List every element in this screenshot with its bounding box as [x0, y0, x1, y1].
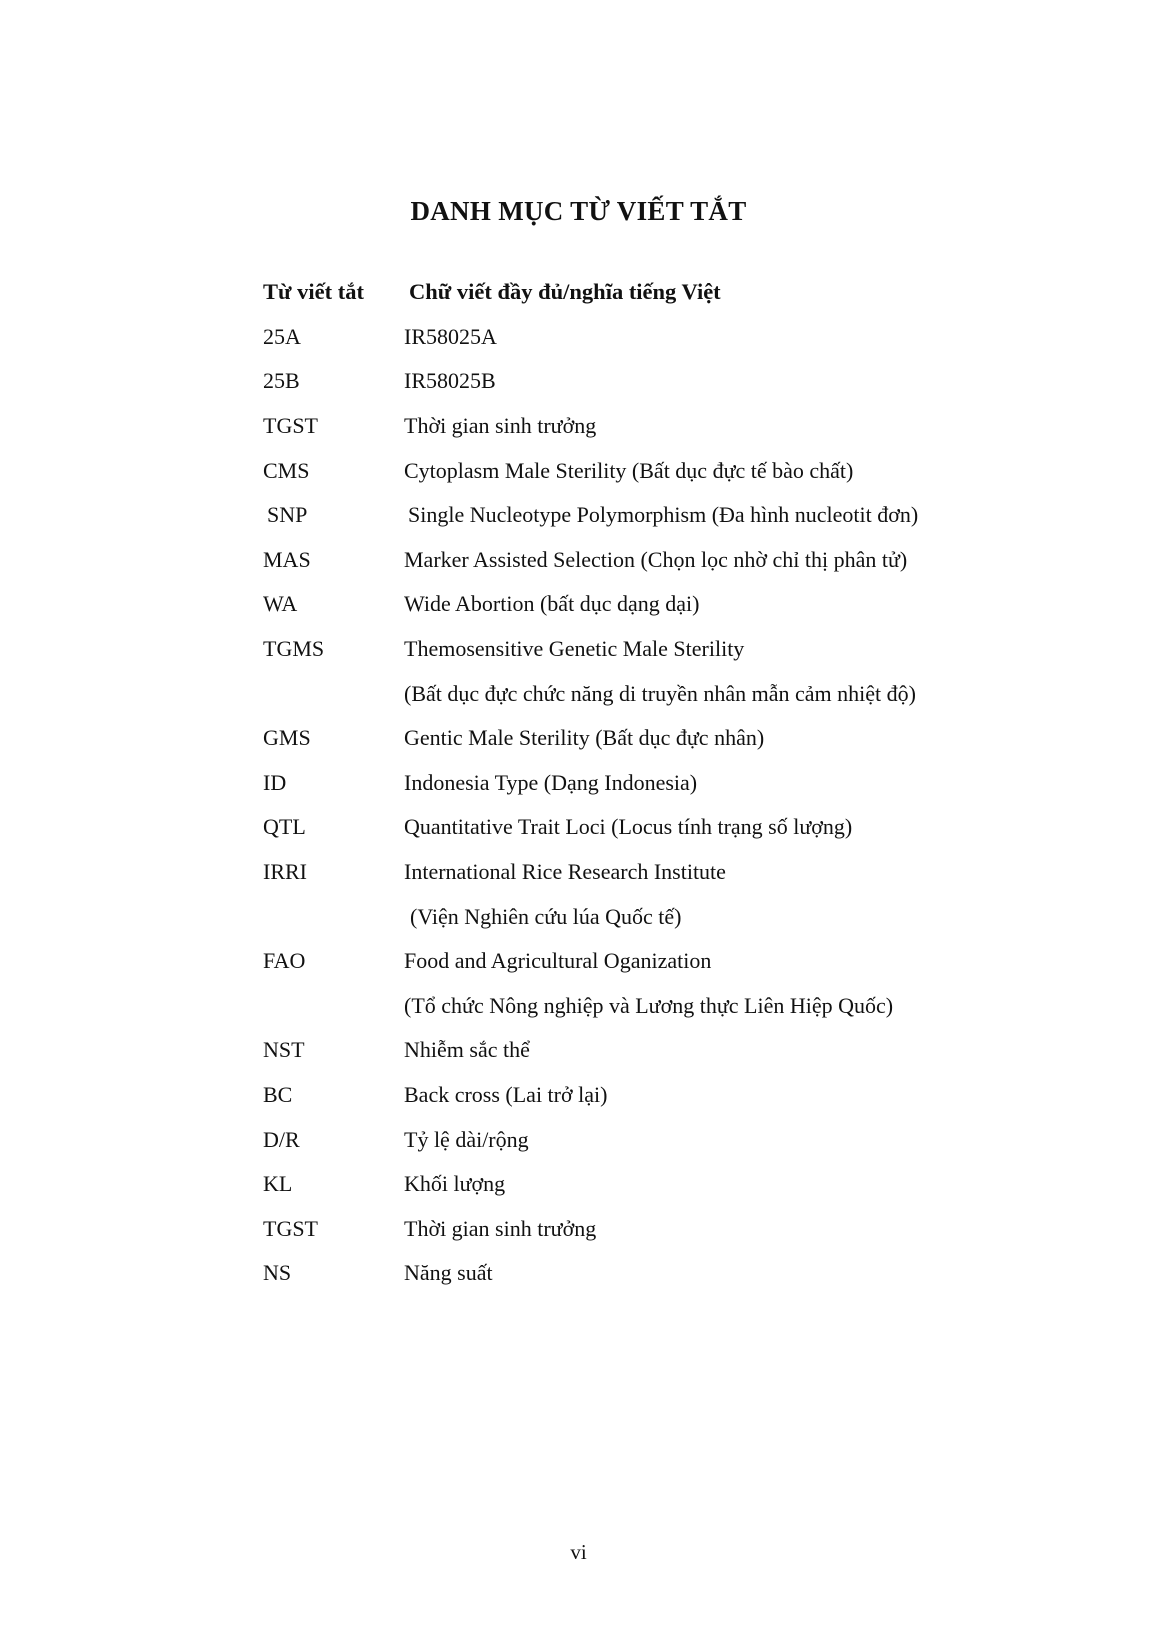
- abbreviation: TGST: [263, 1215, 318, 1241]
- table-header-row: [263, 270, 983, 315]
- abbreviation: TGST: [263, 413, 318, 439]
- full-meaning: Tỷ lệ dài/rộng: [404, 1126, 529, 1152]
- full-meaning: IR58025A: [404, 323, 497, 349]
- full-meaning: Thời gian sinh trưởng: [404, 1215, 597, 1241]
- full-meaning: Food and Agricultural Oganization: [404, 948, 712, 974]
- full-meaning: Themosensitive Genetic Male Sterility: [404, 636, 745, 662]
- abbreviation: KL: [263, 1171, 293, 1197]
- table-row: [263, 984, 983, 1029]
- full-meaning: (Tổ chức Nông nghiệp và Lương thực Liên Hiệp Quốc): [404, 992, 894, 1018]
- abbreviation: MAS: [263, 546, 311, 572]
- table-row: [263, 671, 983, 716]
- abbreviation: FAO: [263, 948, 306, 974]
- full-meaning: International Rice Research Institute: [404, 859, 726, 885]
- table-row: [263, 894, 983, 939]
- table-row: [263, 538, 983, 583]
- full-meaning: Cytoplasm Male Sterility (Bất dục đực tế bào chất): [404, 457, 854, 483]
- abbreviation: NST: [263, 1037, 305, 1063]
- table-row: [263, 1251, 983, 1296]
- abbreviation: BC: [263, 1081, 293, 1107]
- full-meaning: Thời gian sinh trưởng: [404, 413, 597, 439]
- full-meaning: (Viện Nghiên cứu lúa Quốc tế): [410, 903, 682, 929]
- abbreviation: IRRI: [263, 859, 307, 885]
- full-meaning: Indonesia Type (Dạng Indonesia): [404, 769, 698, 795]
- abbreviation: ID: [263, 769, 287, 795]
- full-meaning: Wide Abortion (bất dục dạng dại): [404, 591, 700, 617]
- table-row: [263, 627, 983, 672]
- table-row: [263, 805, 983, 850]
- full-meaning: Gentic Male Sterility (Bất dục đực nhân): [404, 725, 765, 751]
- full-meaning: Back cross (Lai trở lại): [404, 1081, 608, 1107]
- table-row: [263, 1073, 983, 1118]
- abbreviation: D/R: [263, 1126, 300, 1152]
- header-abbreviation: Từ viết tắt: [263, 279, 364, 305]
- abbreviation: CMS: [263, 457, 310, 483]
- abbreviation: QTL: [263, 814, 306, 840]
- abbreviation: 25A: [263, 323, 301, 349]
- table-row: [263, 939, 983, 984]
- abbreviation: GMS: [263, 725, 311, 751]
- table-row: [263, 716, 983, 761]
- table-row: [263, 582, 983, 627]
- table-row: [263, 448, 983, 493]
- full-meaning: Single Nucleotype Polymorphism (Đa hình nucleotit đơn): [408, 502, 919, 528]
- table-row: [263, 761, 983, 806]
- table-row: [263, 315, 983, 360]
- abbreviation: 25B: [263, 368, 300, 394]
- full-meaning: Nhiễm sắc thể: [404, 1037, 530, 1063]
- abbreviation: WA: [263, 591, 298, 617]
- full-meaning: Quantitative Trait Loci (Locus tính trạng số lượng): [404, 814, 853, 840]
- table-row: [263, 1206, 983, 1251]
- table-row: [263, 493, 983, 538]
- full-meaning: (Bất dục đực chức năng di truyền nhân mẫn cảm nhiệt độ): [404, 680, 916, 706]
- abbreviation: TGMS: [263, 636, 325, 662]
- header-full-meaning: Chữ viết đầy đủ/nghĩa tiếng Việt: [409, 279, 721, 305]
- table-row: [263, 1162, 983, 1207]
- abbreviation: NS: [263, 1260, 292, 1286]
- abbreviation-table: [263, 270, 983, 1296]
- table-row: [263, 850, 983, 895]
- full-meaning: Marker Assisted Selection (Chọn lọc nhờ chỉ thị phân tử): [404, 546, 908, 572]
- table-row: [263, 1117, 983, 1162]
- abbreviation: SNP: [267, 502, 308, 528]
- table-row: [263, 404, 983, 449]
- table-row: [263, 1028, 983, 1073]
- page-number: vi: [570, 1540, 587, 1564]
- table-row: [263, 359, 983, 404]
- full-meaning: Khối lượng: [404, 1171, 506, 1197]
- full-meaning: IR58025B: [404, 368, 496, 394]
- full-meaning: Năng suất: [404, 1260, 493, 1286]
- page-title: DANH MỤC TỪ VIẾT TẮT: [410, 196, 747, 226]
